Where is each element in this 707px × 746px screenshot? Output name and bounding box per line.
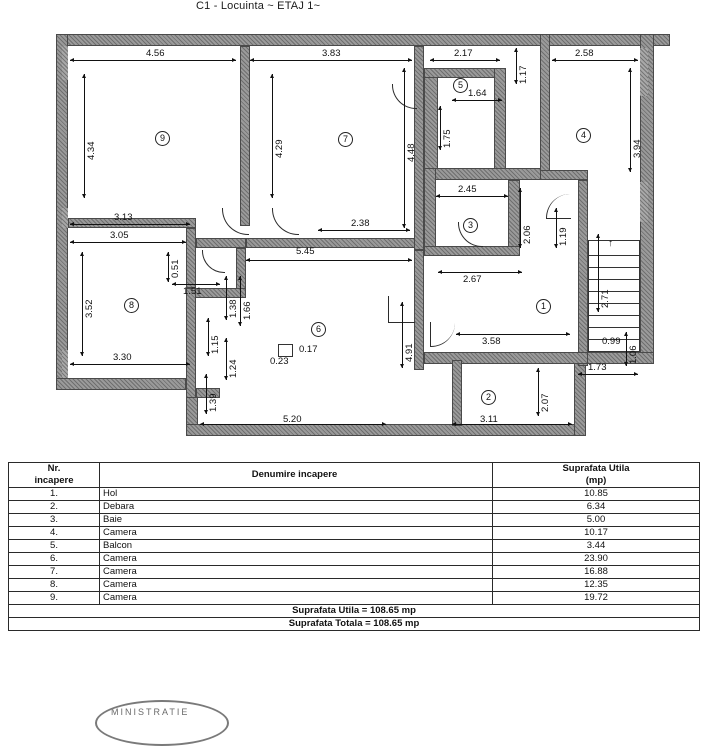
dim-rule-1-19: [556, 208, 557, 248]
column-header-area: [493, 463, 700, 488]
dim-rule-3-83: [250, 60, 412, 61]
dim-rule-1-38: [226, 276, 227, 320]
wall-room4-bottom: [540, 170, 588, 180]
cell-nr: 9.: [9, 592, 100, 605]
wall-balcony5-top: [424, 68, 504, 78]
dim-3-30: 3.30: [113, 352, 132, 363]
dim-rule-3-13: [70, 224, 190, 225]
dim-2-45: 2.45: [458, 184, 477, 195]
wall-room4-left: [540, 34, 550, 180]
wall-bath-left: [424, 168, 436, 256]
dim-rule-2-71: [598, 234, 599, 312]
edge-strip-left-bottom: [62, 350, 68, 378]
cell-area: 12.35: [493, 579, 700, 592]
floor-plan-drawing: [0, 12, 707, 460]
cell-nr: 7.: [9, 566, 100, 579]
dim-rule-0-51: [168, 252, 169, 282]
dim-rule-4-34: [84, 74, 85, 198]
dim-rule-1-73: [578, 374, 638, 375]
wall-partition-center-vert-lower: [414, 250, 424, 370]
cell-name: Camera: [100, 566, 493, 579]
room-number-4: 4: [576, 128, 591, 143]
column-header-name: Denumire incapere: [100, 463, 493, 488]
wall-stair-left: [578, 180, 588, 366]
dim-0-99: 0.99: [602, 336, 621, 347]
dim-rule-3-11: [452, 424, 572, 425]
wall-bath-bottom: [424, 246, 520, 256]
wall-balcony5-right: [494, 68, 506, 176]
room-number-7: 7: [338, 132, 353, 147]
stair-direction-arrow: ↑: [608, 238, 613, 249]
cell-area: 23.90: [493, 553, 700, 566]
cell-area: 16.88: [493, 566, 700, 579]
dim-4-56: 4.56: [146, 48, 165, 59]
dim-rule-4-48: [404, 68, 405, 228]
edge-strip-left-top: [62, 46, 68, 80]
dim-rule-1-75: [440, 106, 441, 150]
dim-rule-2-17: [430, 60, 500, 61]
stamp-text: MINISTRATIE: [111, 707, 190, 717]
cell-nr: 4.: [9, 527, 100, 540]
total-suprafata-utila: Suprafata Utila = 108.65 mp: [9, 605, 700, 618]
dim-rule-3-94: [630, 68, 631, 172]
dim-3-05: 3.05: [110, 230, 129, 241]
wall-partition-room9-room7: [240, 46, 250, 226]
table-row: [9, 501, 700, 514]
dim-1-19: 1.19: [558, 227, 569, 246]
wall-exterior-top: [56, 34, 670, 46]
table-total-row-utila: [9, 605, 700, 618]
table-row: [9, 527, 700, 540]
dim-0-17: 0.17: [299, 344, 318, 355]
cell-area: 5.00: [493, 514, 700, 527]
column-header-nr-line1: Nr.: [47, 463, 61, 474]
dim-4-29: 4.29: [274, 139, 285, 158]
dim-2-58: 2.58: [575, 48, 594, 59]
dim-3-11: 3.11: [480, 414, 498, 425]
wall-exterior-bottom-left: [56, 378, 186, 390]
wall-room6-left: [186, 288, 196, 398]
dim-rule-2-38: [318, 230, 410, 231]
dim-4-34: 4.34: [86, 141, 97, 160]
door-room8-icon: [202, 250, 225, 273]
dim-rule-2-07: [538, 368, 539, 416]
cell-nr: 1.: [9, 488, 100, 501]
dim-rule-1-39: [206, 374, 207, 414]
dim-2-07: 2.07: [540, 393, 551, 412]
column-header-area-line1: Suprafata Utila: [562, 463, 630, 474]
table-total-row-totala: [9, 618, 700, 631]
dim-5-20: 5.20: [283, 414, 302, 425]
room-number-8: 8: [124, 298, 139, 313]
room-number-9: 9: [155, 131, 170, 146]
dim-rule-3-30: [70, 364, 190, 365]
total-suprafata-totala: Suprafata Totala = 108.65 mp: [9, 618, 700, 631]
dim-1-73: 1.73: [588, 362, 607, 373]
dim-2-17: 2.17: [454, 48, 473, 59]
cell-area: 3.44: [493, 540, 700, 553]
column-header-nr: [9, 463, 100, 488]
edge-strip-right-mid: [640, 182, 648, 222]
dim-2-06: 2.06: [522, 225, 533, 244]
dim-rule-4-91: [402, 302, 403, 368]
cell-area: 10.17: [493, 527, 700, 540]
door-room9-icon: [222, 208, 249, 235]
page-title: C1 - Locuinta ~ ETAJ 1~: [196, 0, 321, 12]
dim-2-38: 2.38: [351, 218, 370, 229]
cell-name: Hol: [100, 488, 493, 501]
room-number-2: 2: [481, 390, 496, 405]
dim-rule-2-06: [520, 188, 521, 248]
cell-name: Camera: [100, 592, 493, 605]
dim-rule-3-05: [70, 242, 186, 243]
cell-name: Balcon: [100, 540, 493, 553]
dim-3-83: 3.83: [322, 48, 341, 59]
dim-rule-4-56: [70, 60, 236, 61]
edge-strip-right-top: [640, 48, 648, 96]
dim-rule-5-45: [246, 260, 412, 261]
dim-rule-2-67: [438, 272, 522, 273]
cell-nr: 6.: [9, 553, 100, 566]
cell-name: Camera: [100, 579, 493, 592]
table-row: [9, 540, 700, 553]
column-header-nr-line2: incapere: [34, 475, 74, 486]
cell-name: Debara: [100, 501, 493, 514]
dim-5-45: 5.45: [296, 246, 315, 257]
dim-rule-1-51: [172, 284, 220, 285]
dim-rule-1-17: [516, 48, 517, 84]
room-number-1: 1: [536, 299, 551, 314]
dim-0-51: 0.51: [170, 259, 181, 278]
cell-nr: 8.: [9, 579, 100, 592]
dim-rule-1-64: [452, 100, 502, 101]
dim-3-58: 3.58: [482, 336, 501, 347]
dim-1-64: 1.64: [468, 88, 487, 99]
table-row: [9, 553, 700, 566]
wall-exterior-bottom: [186, 424, 586, 436]
dim-rule-3-52: [82, 252, 83, 356]
wall-bath-top: [424, 168, 544, 180]
dim-rule-2-58: [552, 60, 638, 61]
room-number-5: 5: [453, 78, 468, 93]
room-schedule-table: [8, 462, 700, 631]
cell-name: Camera: [100, 527, 493, 540]
wall-balcony5-left: [424, 68, 438, 178]
table-row: [9, 514, 700, 527]
room-number-3: 3: [463, 218, 478, 233]
dim-2-67: 2.67: [463, 274, 482, 285]
cell-name: Baie: [100, 514, 493, 527]
dim-rule-1-24: [226, 338, 227, 380]
cell-name: Camera: [100, 553, 493, 566]
dim-rule-2-45: [436, 196, 508, 197]
official-stamp: [95, 700, 229, 746]
dim-rule-1-06: [626, 332, 627, 366]
room-number-6: 6: [311, 322, 326, 337]
table-row: [9, 579, 700, 592]
dim-4-91: 4.91: [404, 343, 415, 362]
dim-1-38: 1.38: [228, 299, 239, 318]
dim-2-71: 2.71: [600, 289, 611, 308]
wall-partition-hall-upper: [196, 238, 246, 248]
dim-1-06: 1.06: [628, 345, 639, 364]
table-body: [9, 488, 700, 631]
cell-area: 19.72: [493, 592, 700, 605]
dim-3-13: 3.13: [114, 212, 133, 223]
dim-1-15: 1.15: [210, 335, 221, 354]
table-header-row: [9, 463, 700, 488]
dim-1-75: 1.75: [442, 129, 453, 148]
dim-1-24: 1.24: [228, 359, 239, 378]
cell-nr: 5.: [9, 540, 100, 553]
table-row: [9, 488, 700, 501]
door-room7-icon: [272, 208, 299, 235]
dim-rule-3-58: [456, 334, 570, 335]
dim-4-48: 4.48: [406, 143, 417, 162]
dim-3-94: 3.94: [632, 139, 643, 158]
wall-partition-room8-hall: [186, 228, 196, 288]
cell-area: 6.34: [493, 501, 700, 514]
wall-partition-room7-bottom: [246, 238, 424, 248]
door-room4-icon: [546, 194, 571, 219]
door-room2-icon: [430, 322, 455, 347]
dim-1-51: 1.51: [183, 286, 202, 297]
dim-1-66: 1.66: [242, 301, 253, 320]
cell-area: 10.85: [493, 488, 700, 501]
dim-1-17: 1.17: [518, 65, 529, 84]
dim-rule-4-29: [272, 74, 273, 198]
dim-0-23: 0.23: [270, 356, 289, 367]
dim-1-39: 1.39: [208, 393, 219, 412]
table-row: [9, 566, 700, 579]
wall-room2-left: [452, 360, 462, 426]
dim-rule-1-15: [208, 318, 209, 356]
wall-room2-top: [424, 352, 588, 364]
cell-nr: 2.: [9, 501, 100, 514]
dim-3-52: 3.52: [84, 299, 95, 318]
table-header: [9, 463, 700, 488]
cell-nr: 3.: [9, 514, 100, 527]
table-row: [9, 592, 700, 605]
column-header-area-line2: (mp): [585, 475, 607, 486]
dim-rule-1-66: [240, 276, 241, 326]
